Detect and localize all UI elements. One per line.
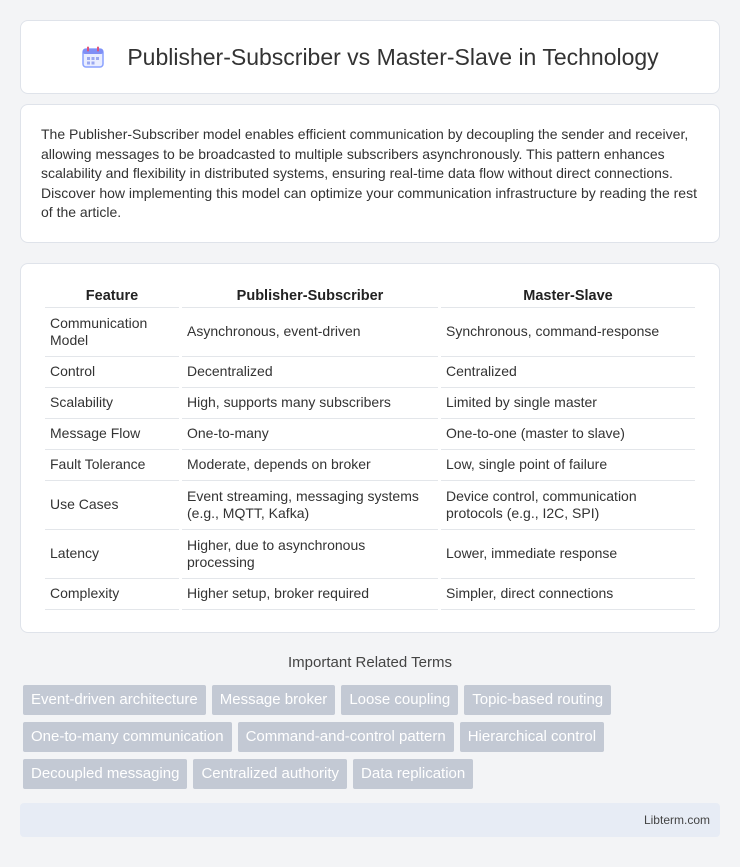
table-row [45,357,695,388]
table-cell-feature: Fault Tolerance [45,450,179,481]
header-master-slave: Master-Slave [441,284,695,308]
table-cell-feature: Communication Model [45,308,179,357]
table-cell-master-slave: Limited by single master [441,388,695,419]
tag-centralized-authority[interactable]: Centralized authority [193,759,347,789]
table-cell-publisher-subscriber: Higher setup, broker required [182,579,438,610]
tag-decoupled-messaging[interactable]: Decoupled messaging [23,759,187,789]
tag-row [23,759,723,789]
table-cell-feature: Message Flow [45,419,179,450]
table-cell-publisher-subscriber: Higher, due to asynchronous processing [182,530,438,579]
title-card [20,20,720,94]
tag-row [23,722,723,752]
table-cell-master-slave: One-to-one (master to slave) [441,419,695,450]
intro-card [20,104,720,243]
table-cell-master-slave: Device control, communication protocols (e.g., I2C, SPI) [441,481,695,530]
tag-event-driven-architecture[interactable]: Event-driven architecture [23,685,206,715]
related-terms-title: Important Related Terms [288,654,452,671]
table-cell-master-slave: Centralized [441,357,695,388]
table-cell-feature: Control [45,357,179,388]
table-cell-master-slave: Lower, immediate response [441,530,695,579]
table-cell-master-slave: Low, single point of failure [441,450,695,481]
table-row [45,450,695,481]
header-publisher-subscriber: Publisher-Subscriber [182,284,438,308]
comparison-table-card [20,263,720,633]
table-cell-publisher-subscriber: Moderate, depends on broker [182,450,438,481]
table-cell-master-slave: Synchronous, command-response [441,308,695,357]
table-row [45,308,695,357]
tag-message-broker[interactable]: Message broker [212,685,336,715]
table-cell-feature: Use Cases [45,481,179,530]
tag-command-and-control-pattern[interactable]: Command-and-control pattern [238,722,454,752]
table-cell-publisher-subscriber: Decentralized [182,357,438,388]
table-cell-feature: Scalability [45,388,179,419]
table-row [45,419,695,450]
table-cell-publisher-subscriber: Event streaming, messaging systems (e.g., MQTT, Kafka) [182,481,438,530]
footer [20,803,720,837]
tag-row [23,685,723,715]
table-row [45,481,695,530]
tag-hierarchical-control[interactable]: Hierarchical control [460,722,604,752]
calendar-icon [81,45,105,69]
table-cell-master-slave: Simpler, direct connections [441,579,695,610]
tag-one-to-many-communication[interactable]: One-to-many communication [23,722,232,752]
intro-paragraph: The Publisher-Subscriber model enables efficient communication by decoupling the sender and receiver, allowing messages to be broadcasted to multiple subscribers asynchronously. This pattern enhances scalability and flexibility in distributed systems, ensuring real-time data flow without direct connections. Discover how implementing this model can optimize your communication infrastructure by reading the rest of the article. [41,126,697,221]
table-cell-feature: Complexity [45,579,179,610]
table-cell-publisher-subscriber: High, supports many subscribers [182,388,438,419]
related-terms-tags [23,685,723,796]
table-row [45,530,695,579]
table-row [45,388,695,419]
table-header-row [45,284,695,308]
table-cell-feature: Latency [45,530,179,579]
tag-topic-based-routing[interactable]: Topic-based routing [464,685,611,715]
table-cell-publisher-subscriber: Asynchronous, event-driven [182,308,438,357]
footer-site-link[interactable]: Libterm.com [643,813,710,827]
tag-data-replication[interactable]: Data replication [353,759,473,789]
table-row [45,579,695,610]
tag-loose-coupling[interactable]: Loose coupling [341,685,458,715]
header-feature: Feature [45,284,179,308]
page-title: Publisher-Subscriber vs Master-Slave in Technology [127,43,659,70]
table-cell-publisher-subscriber: One-to-many [182,419,438,450]
comparison-table [42,284,698,610]
